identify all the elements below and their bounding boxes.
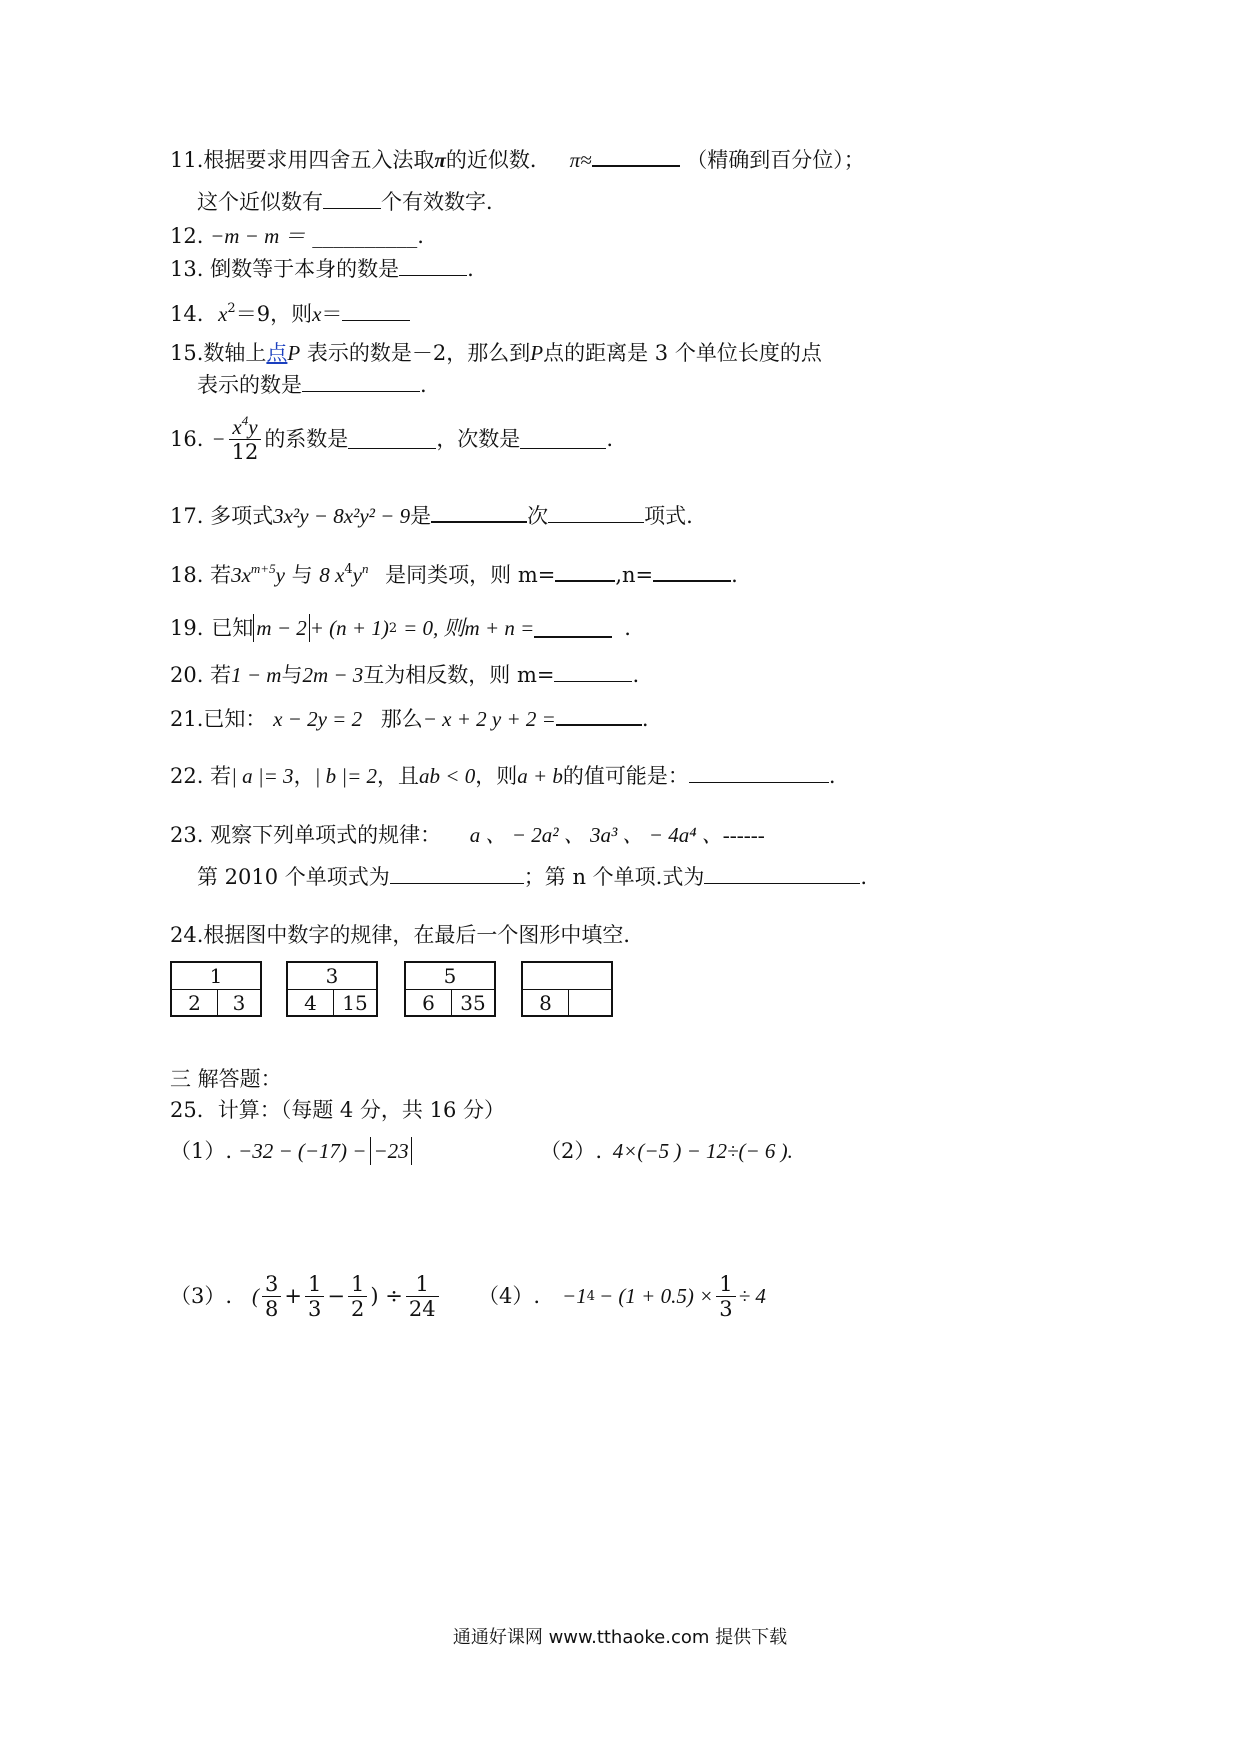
question-15-line-2: 表示的数是 . (197, 373, 427, 397)
question-12: 12. −m − m ＝ __________. (170, 224, 424, 248)
answer-blank[interactable] (548, 504, 644, 523)
problem-4: （4）. −1 4 − (1 + 0.5) × $\frac{1}{3}$ ÷ 4 (478, 1272, 766, 1322)
number-box-3: 5 6 35 (404, 961, 496, 1017)
question-20: 20. 若1 − m与2m − 3互为相反数，则 m= . (170, 663, 640, 687)
box-blank-top[interactable] (523, 963, 611, 990)
question-24: 24.根据图中数字的规律，在最后一个图形中填空． (170, 923, 645, 947)
box-blank-right[interactable] (569, 990, 611, 1016)
answer-blank[interactable] (555, 562, 615, 582)
footer: 通通好课网 www.tthaoke.com 提供下载 (452, 1627, 788, 1648)
fraction: $\frac{1}{3}$ (716, 1272, 735, 1321)
fraction: $\frac{1}{2}$ (348, 1272, 367, 1321)
fraction: $\frac{3}{8}$ (262, 1272, 281, 1321)
absolute-value: m − 2 (253, 614, 309, 642)
question-16: 16. − $\frac{x^4y}{12}$ 的系数是 ，次数是 . (170, 413, 613, 465)
answer-blank[interactable] (689, 764, 829, 783)
problem-2: （2）. 4×(−5 ) − 12÷(− 6 ). (540, 1139, 793, 1163)
absolute-value: −23 (370, 1137, 411, 1165)
question-11: 11.根据要求用四舍五入法取π的近似数． π≈ （精确到百分位）； (170, 148, 865, 172)
fraction: $\frac{1}{3}$ (305, 1272, 324, 1321)
answer-blank[interactable] (323, 190, 381, 209)
answer-blank[interactable] (520, 430, 606, 449)
question-25-title: 25．计算：（每题 4 分，共 16 分） (170, 1098, 506, 1122)
answer-blank[interactable] (556, 706, 642, 726)
answer-blank[interactable] (431, 503, 527, 523)
question-number: 11. (170, 148, 204, 172)
answer-blank[interactable] (302, 373, 420, 392)
problem-3: （3）. ( $\frac{3}{8}$ + $\frac{1}{3}$ − $\frac{1}{2}$ ) ÷ $\frac{1}{24}$ (170, 1272, 442, 1321)
fraction: $\frac{x^4y}{12}$ (229, 414, 262, 464)
answer-blank[interactable] (653, 562, 731, 582)
fraction: $\frac{1}{24}$ (406, 1272, 439, 1321)
question-11-line-2: 这个近似数有 个有效数字． (197, 190, 507, 214)
question-19: 19. 已知 m − 2 + (n + 1) 2 = 0, 则 m + n = . (170, 615, 631, 640)
answer-blank[interactable] (592, 147, 680, 167)
answer-blank[interactable]: __________ (312, 224, 418, 248)
point-link[interactable]: 点 (266, 341, 288, 365)
number-box-2: 3 4 15 (286, 961, 378, 1017)
answer-blank[interactable] (534, 618, 612, 638)
question-23: 23. 观察下列单项式的规律： a 、 − 2a² 、 3a³ 、 − 4a⁴ 、------ (170, 823, 765, 847)
answer-blank[interactable] (554, 663, 632, 682)
answer-blank[interactable] (390, 865, 524, 884)
question-14: 14. $x^2=9$，则x＝ (170, 302, 410, 325)
question-22: 22. 若| a |= 3，| b |= 2，且ab < 0，则a + b的值可能是： . (170, 764, 836, 788)
answer-blank[interactable] (348, 430, 436, 449)
question-18: 18. 若$3x^{m+5}y$ 与 8 $x^4y^n$ 是同类项，则 m= ,n= . (170, 561, 738, 587)
question-23-line-2: 第 2010 个单项式为 ；第 n 个单项.式为 . (197, 865, 868, 889)
answer-blank[interactable] (704, 865, 860, 884)
question-13: 13. 倒数等于本身的数是 . (170, 257, 474, 281)
number-box-4-blank[interactable]: 8 (521, 961, 613, 1017)
problem-1: （1）. −32 − (−17) − −23 (170, 1137, 412, 1165)
answer-blank[interactable] (342, 302, 410, 321)
number-box-1: 1 2 3 (170, 961, 262, 1017)
question-15: 15.数轴上点P 表示的数是－2，那么到P点的距离是 3 个单位长度的点 (170, 341, 822, 365)
question-17: 17. 多项式3x²y − 8x²y² − 9是 次 项式. (170, 504, 693, 528)
section-title: 三 解答题： (170, 1067, 282, 1091)
answer-blank[interactable] (399, 257, 467, 276)
question-21: 21.已知： x − 2y = 2 那么− x + 2 y + 2 = . (170, 707, 649, 731)
